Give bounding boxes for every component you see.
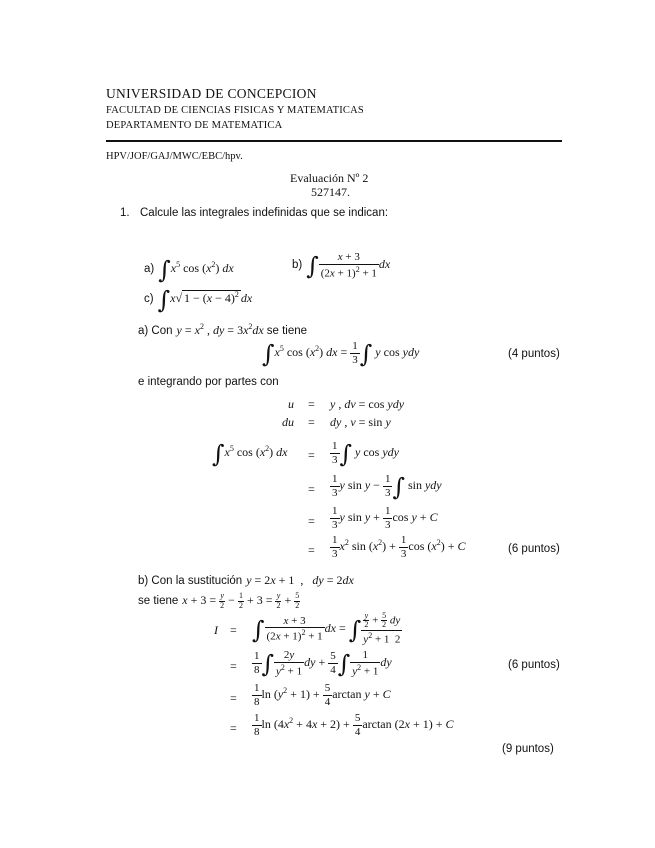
author-initials: HPV/JOF/GAJ/MWC/EBC/hpv. xyxy=(106,151,243,162)
derivation-b-step1: ∫ $\frac{x + 3}{(2x + 1)^2 + 1}$ dx = ∫ $\frac{y}{2}$ + $\frac{5}{2}$ dy $y^2 + 1$ 2 xyxy=(252,611,401,646)
by-parts-text: e integrando por partes con xyxy=(138,376,279,388)
points-a1: (4 puntos) xyxy=(508,348,560,360)
solution-a-eq1: $\int x^5$ $\cos (x^2)$ dx = $\frac{1}{3}$ ∫ y cos ydy xyxy=(262,339,420,368)
university-name: UNIVERSIDAD DE CONCEPCION xyxy=(106,86,317,101)
item-b xyxy=(292,251,390,280)
problem-number: 1. xyxy=(120,207,130,219)
faculty-name: FACULTAD DE CIENCIAS FISICAS Y MATEMATICAS xyxy=(106,105,364,116)
points-a2: (6 puntos) xyxy=(508,543,560,555)
problem-statement: Calcule las integrales indefinidas que se indican: xyxy=(140,207,389,219)
item-a xyxy=(144,258,234,282)
department-name: DEPARTAMENTO DE MATEMATICA xyxy=(106,120,283,131)
derivation-b-step3: $\frac{1}{8}$ $\ln (y^2 + 1)$ + $\frac{5}{4}$ arctan y + C xyxy=(254,682,391,708)
item-a-label: a) xyxy=(144,263,155,275)
evaluation-code: 527147. xyxy=(311,185,350,199)
points-b1: (6 puntos) xyxy=(508,659,560,671)
by-parts-u: u xyxy=(288,397,294,411)
solution-b-se-tiene: se tiene x + 3 = $\frac{y}{2}$ − $\frac{1}{2}$ + 3 = $\frac{y}{2}$ + $\frac{5}{2}$ xyxy=(138,591,300,610)
derivation-a-result: $\frac{1}{3}$ $x^2$ $\sin (x^2)$ + $\frac{1}{3}$ $\cos (x^2) + C$ xyxy=(332,534,466,560)
evaluation-title: Evaluación Nº 2 xyxy=(290,171,369,185)
solution-a-intro: a) Con $y = x^2$ , dy = $3x^2dx$ se tiene xyxy=(138,322,308,337)
item-b-integral: ∫ $\frac{x + 3}{(2x + 1)^2 + 1}$ dx xyxy=(306,251,391,281)
derivation-b-result: $\frac{1}{8}$ $\ln (4x^2 + 4x + 2)$ + $\frac{5}{4}$ arctan (2x + 1) + C xyxy=(254,712,454,738)
derivation-a-step2: $\frac{1}{3}$ y sin y − $\frac{1}{3}$ ∫ sin ydy xyxy=(332,472,442,501)
derivation-a-lhs: $\int x^5$ $\cos (x^2)$ dx xyxy=(212,440,288,468)
item-a-integral: $\int x^5$ $\cos (x^2)$ dx xyxy=(158,256,234,284)
by-parts-du: du xyxy=(282,415,294,429)
derivation-b-lhs: I xyxy=(214,623,218,637)
header-rule xyxy=(106,140,562,142)
item-c-label: c) xyxy=(144,293,154,305)
item-c xyxy=(144,288,252,312)
derivation-a-step3: $\frac{1}{3}$ y sin y + $\frac{1}{3}$ cos y + C xyxy=(332,505,438,531)
item-c-integral: ∫x√ $1 - (x - 4)^2$ dx xyxy=(157,286,253,314)
points-b2: (9 puntos) xyxy=(502,743,554,755)
solution-b-intro: b) Con la sustitución y = 2x + 1 , dy = 2dx xyxy=(138,573,354,587)
derivation-a-step1: $\frac{1}{3}$ ∫ y cos ydy xyxy=(332,439,399,468)
item-b-label: b) xyxy=(292,259,303,272)
derivation-b-step2: $\frac{1}{8}$ ∫ $\frac{2y}{y^2 + 1}$ dy + $\frac{5}{4}$ ∫ $\frac{1}{y^2 + 1}$ dy xyxy=(254,649,392,679)
